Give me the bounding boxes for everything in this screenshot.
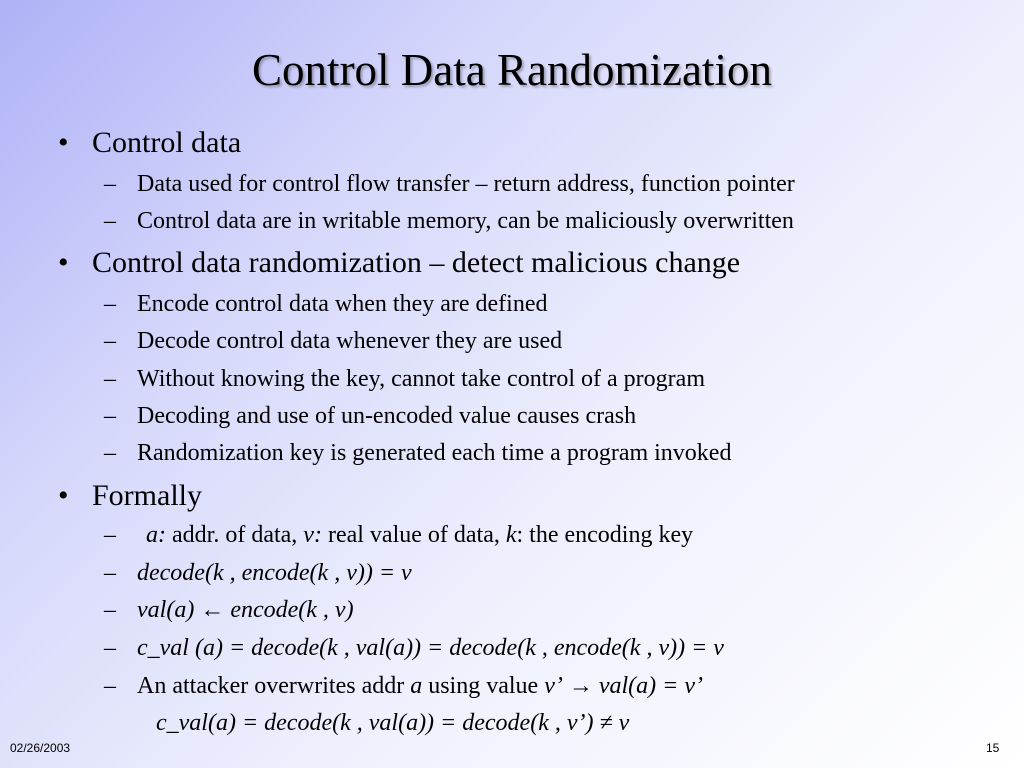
bullet-glyph: • xyxy=(58,126,69,159)
sub-bullet-text: Randomization key is generated each time a program invoked xyxy=(137,440,732,466)
decode-identity: decode(k , encode(k , v)) = v xyxy=(137,560,412,586)
attack-result-equation: c_val(a) = decode(k , val(a)) = decode(k , v’) ≠ v xyxy=(156,710,630,736)
desc-v: real value of data, xyxy=(327,522,500,548)
sub-bullet-text: Data used for control flow transfer – return address, function pointer xyxy=(137,171,795,197)
symbol-a: a: xyxy=(146,522,166,548)
sub-bullet-text: Decoding and use of un-encoded value causes crash xyxy=(137,403,637,429)
bullet-text: Control data randomization – detect malicious change xyxy=(92,246,741,279)
dash-glyph: – xyxy=(104,560,116,586)
sub-bullet-text: Without knowing the key, cannot take control of a program xyxy=(137,366,705,392)
sub-bullet-text: Control data are in writable memory, can be maliciously overwritten xyxy=(137,208,794,234)
dash-glyph: – xyxy=(104,328,116,354)
symbol-a: a xyxy=(410,673,423,699)
slide-title: Control Data Randomization xyxy=(252,45,772,95)
dash-glyph: – xyxy=(104,635,116,661)
dash-glyph: – xyxy=(104,440,116,466)
bullet-glyph: • xyxy=(58,246,69,279)
bullet-text: Control data xyxy=(92,126,242,159)
bullet-glyph: • xyxy=(58,479,69,512)
dash-glyph: – xyxy=(104,403,116,429)
encode-kv: encode(k , v) xyxy=(230,597,354,623)
formal-decode-text xyxy=(137,558,412,588)
formal-attack-result xyxy=(156,708,629,738)
attack-val: val(a) = v’ xyxy=(598,673,704,699)
dash-glyph: – xyxy=(104,171,116,197)
symbol-k: k xyxy=(505,522,517,548)
cval-equation: c_val (a) = decode(k , val(a)) = decode(k , encode(k , v)) = v xyxy=(137,635,724,661)
desc-k: : the encoding key xyxy=(516,522,694,548)
left-arrow-icon: ← xyxy=(200,597,225,623)
formal-attack-text xyxy=(137,671,703,701)
val-a: val(a) xyxy=(137,597,195,623)
formal-assignment-text xyxy=(137,595,354,625)
attack-lead: An attacker overwrites addr xyxy=(137,673,405,699)
symbol-v-prime: v’ xyxy=(544,673,563,699)
dash-glyph: – xyxy=(104,208,116,234)
dash-glyph: – xyxy=(104,597,116,623)
sub-bullet-text: Encode control data when they are defined xyxy=(137,291,548,317)
desc-a: addr. of data, xyxy=(166,522,298,548)
dash-glyph: – xyxy=(104,522,116,548)
formal-cval-text xyxy=(137,633,724,663)
sub-bullet-text: Decode control data whenever they are used xyxy=(137,328,563,354)
dash-glyph: – xyxy=(104,291,116,317)
dash-glyph: – xyxy=(104,673,116,699)
right-arrow-icon: → xyxy=(568,673,593,699)
dash-glyph: – xyxy=(104,366,116,392)
slide-number: 15 xyxy=(986,741,1000,755)
attack-using: using value xyxy=(428,673,539,699)
footer-date: 02/26/2003 xyxy=(10,741,71,755)
bullet-text: Formally xyxy=(92,479,202,512)
formal-definitions-text xyxy=(146,520,693,550)
symbol-v: v: xyxy=(303,522,322,548)
